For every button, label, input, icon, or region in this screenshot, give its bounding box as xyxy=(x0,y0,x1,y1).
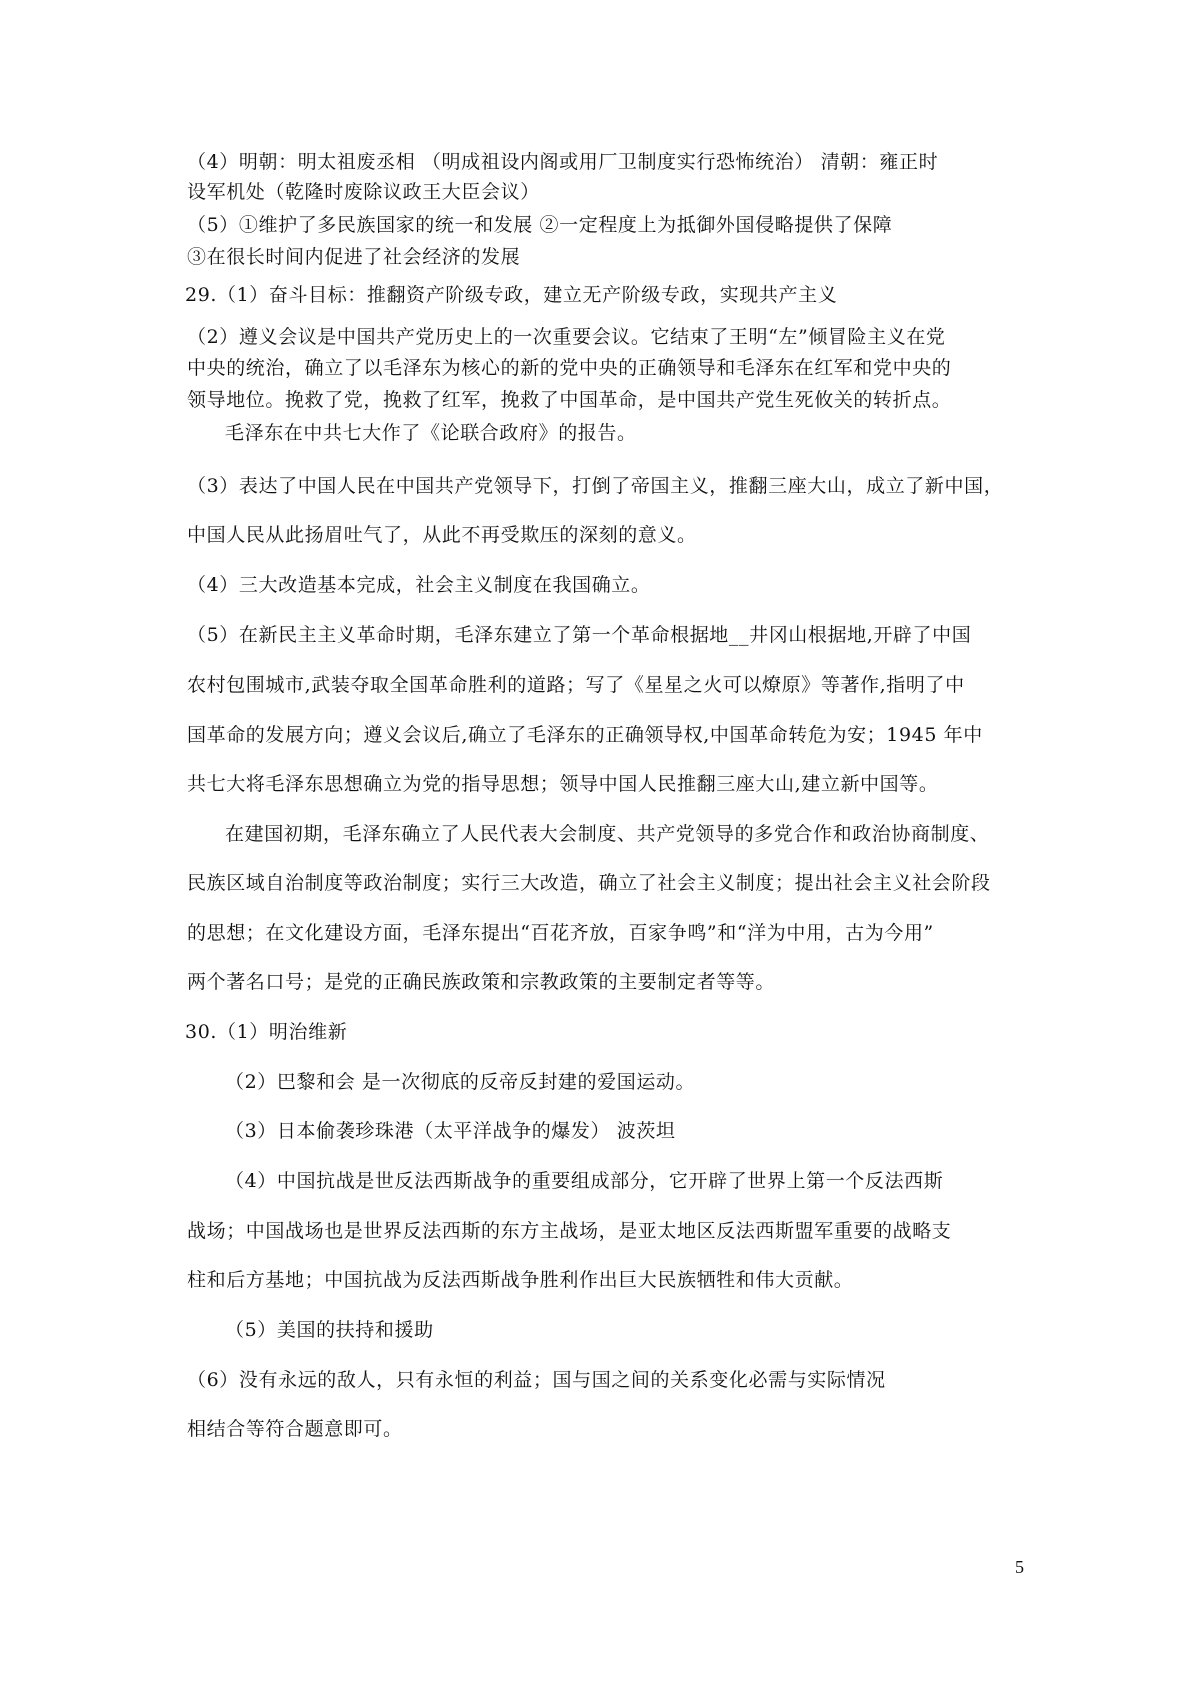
text-line: 国革命的发展方向；遵义会议后,确立了毛泽东的正确领导权,中国革命转危为安；1945 年中 xyxy=(187,724,983,746)
text-line: 在建国初期，毛泽东确立了人民代表大会制度、共产党领导的多党合作和政治协商制度、 xyxy=(225,823,990,845)
text-line: （6）没有永远的敌人，只有永恒的利益；国与国之间的关系变化必需与实际情况 xyxy=(187,1369,886,1391)
text-line: （5）美国的扶持和援助 xyxy=(225,1319,434,1341)
text-line: （5）①维护了多民族国家的统一和发展 ②一定程度上为抵御外国侵略提供了保障 xyxy=(187,214,893,236)
text-line: 相结合等符合题意即可。 xyxy=(187,1418,403,1440)
text-line: （4）三大改造基本完成，社会主义制度在我国确立。 xyxy=(187,574,651,596)
text-line: 两个著名口号；是党的正确民族政策和宗教政策的主要制定者等等。 xyxy=(187,971,776,993)
text-line: （2）巴黎和会 是一次彻底的反帝反封建的爱国运动。 xyxy=(225,1071,696,1093)
text-line: 中国人民从此扬眉吐气了，从此不再受欺压的深刻的意义。 xyxy=(187,524,697,546)
page-number: 5 xyxy=(1015,1557,1025,1577)
text-line: （3）日本偷袭珍珠港（太平洋战争的爆发） 波茨坦 xyxy=(225,1120,676,1142)
text-line: 的思想；在文化建设方面，毛泽东提出“百花齐放，百家争鸣”和“洋为中用，古为今用” xyxy=(187,922,934,944)
text-line: 民族区域自治制度等政治制度；实行三大改造，确立了社会主义制度；提出社会主义社会阶段 xyxy=(187,872,991,894)
text-line: ③在很长时间内促进了社会经济的发展 xyxy=(187,246,521,268)
text-line: 农村包围城市,武装夺取全国革命胜利的道路；写了《星星之火可以燎原》等著作,指明了中 xyxy=(187,674,965,696)
text-line: 战场；中国战场也是世界反法西斯的东方主战场，是亚太地区反法西斯盟军重要的战略支 xyxy=(187,1220,952,1242)
text-line: （3）表达了中国人民在中国共产党领导下，打倒了帝国主义，推翻三座大山，成立了新中国， xyxy=(187,475,1004,497)
text-line: 领导地位。挽救了党，挽救了红军，挽救了中国革命，是中国共产党生死攸关的转折点。 xyxy=(187,389,952,411)
text-line: 柱和后方基地；中国抗战为反法西斯战争胜利作出巨大民族牺牲和伟大贡献。 xyxy=(187,1269,854,1291)
text-line: （4）明朝：明太祖废丞相 （明成祖设内阁或用厂卫制度实行恐怖统治） 清朝：雍正时 xyxy=(187,151,939,173)
text-line: （4）中国抗战是世反法西斯战争的重要组成部分，它开辟了世界上第一个反法西斯 xyxy=(225,1170,944,1192)
text-line: （2）遵义会议是中国共产党历史上的一次重要会议。它结束了王明“左”倾冒险主义在党 xyxy=(187,326,946,348)
text-line: （5）在新民主主义革命时期，毛泽东建立了第一个革命根据地__井冈山根据地,开辟了中国 xyxy=(187,624,972,646)
text-line: 毛泽东在中共七大作了《论联合政府》的报告。 xyxy=(225,422,637,444)
text-line: 共七大将毛泽东思想确立为党的指导思想；领导中国人民推翻三座大山,建立新中国等。 xyxy=(187,773,939,795)
text-line: 设军机处（乾隆时废除议政王大臣会议） xyxy=(187,181,540,203)
text-line: 中央的统治，确立了以毛泽东为核心的新的党中央的正确领导和毛泽东在红军和党中央的 xyxy=(187,357,952,379)
text-line: 29.（1）奋斗目标：推翻资产阶级专政，建立无产阶级专政，实现共产主义 xyxy=(185,284,838,306)
text-line: 30.（1）明治维新 xyxy=(185,1021,348,1043)
